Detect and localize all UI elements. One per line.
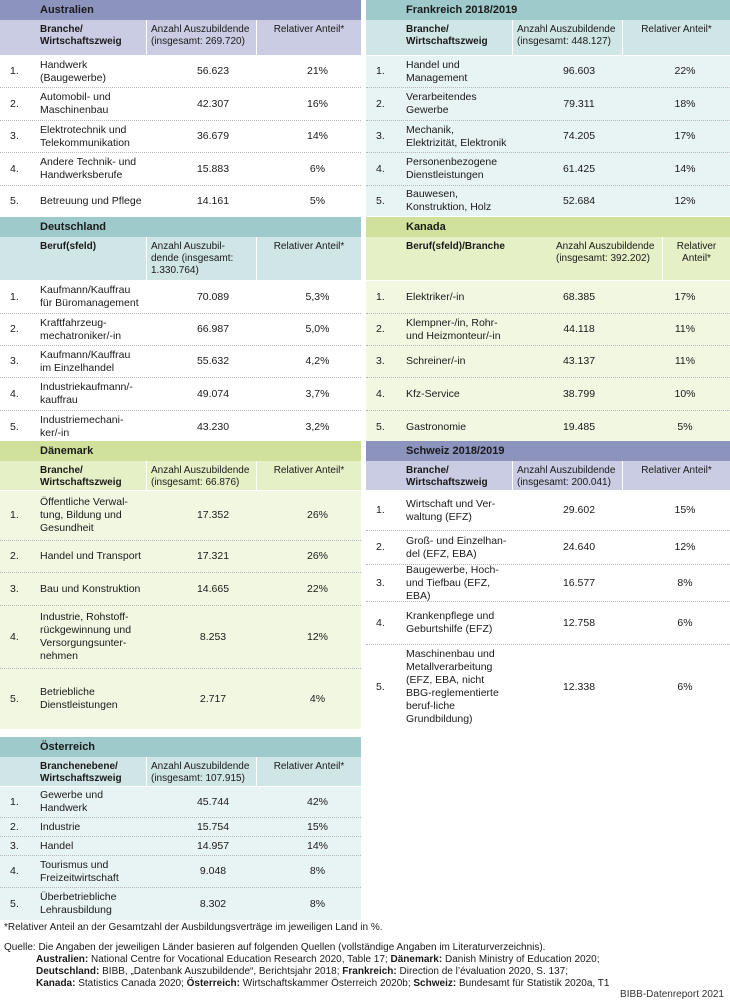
share-cell: 17%: [674, 130, 696, 142]
share-cell: 6%: [677, 616, 693, 629]
table-row: [0, 541, 361, 573]
count-cell: 68.385: [562, 290, 596, 303]
count-cell: 9.048: [199, 865, 227, 877]
label-cell: Kaufmann/Kauffrau für Büromanagement: [40, 284, 139, 309]
table-header: [0, 757, 361, 787]
share-cell: 6%: [309, 162, 326, 175]
header-cell: Anzahl Auszubildende (insgesamt: 200.041): [512, 461, 622, 490]
header-cell: Anzahl Auszubildende (insgesamt: 66.876): [146, 461, 256, 490]
table-row: [0, 378, 361, 411]
rank-cell: 4.: [10, 162, 19, 175]
table-row: [0, 606, 361, 669]
label-cell: Mechanik, Elektrizität, Elektronik: [406, 123, 507, 149]
share-cell: 4%: [309, 692, 326, 705]
share-cell: 10%: [674, 387, 696, 400]
panel-schweiz: [366, 441, 730, 729]
header-cell: Branche/ Wirtschaftszweig: [40, 24, 122, 47]
rank-cell: 1.: [10, 509, 19, 521]
share-cell: 11%: [674, 323, 696, 335]
label-cell: Handel: [40, 839, 74, 852]
panel-title: Frankreich 2018/2019: [366, 0, 730, 20]
share-cell: 11%: [674, 355, 696, 367]
count-cell: 24.640: [562, 541, 596, 553]
rank-cell: 1.: [376, 504, 385, 516]
share-cell: 15%: [306, 820, 328, 833]
count-cell: 14.161: [196, 194, 230, 207]
count-cell: 12.758: [562, 616, 596, 629]
rank-cell: 3.: [376, 576, 385, 589]
table-row: [366, 565, 730, 602]
label-cell: Elektrotechnik und Telekommunikation: [40, 123, 130, 149]
rank-cell: 5.: [10, 692, 19, 705]
count-cell: 17.321: [196, 550, 230, 562]
count-cell: 79.311: [563, 97, 595, 110]
share-cell: 22%: [306, 582, 328, 595]
count-cell: 14.665: [196, 582, 230, 595]
header-cell: Beruf(sfeld): [40, 241, 97, 252]
count-cell: 61.425: [562, 162, 596, 175]
table-row: [0, 837, 361, 856]
share-cell: 3,2%: [305, 420, 330, 433]
share-cell: 14%: [306, 839, 328, 852]
panel-daenemark: [0, 441, 361, 729]
label-cell: Klempner-/in, Rohr- und Heizmonteur/-in: [406, 316, 501, 342]
label-cell: Automobil- und Maschinenbau: [40, 91, 111, 116]
table-row: [366, 186, 730, 216]
source-line: Kanada: Statistics Canada 2020; Österreich: Wirtschaftskammer Österreich 2020b; Schweiz: Bundesamt für Statistik 2020a, T1: [36, 978, 610, 989]
table-row: [366, 88, 730, 121]
panel-title: Australien: [0, 0, 361, 20]
count-cell: 36.679: [196, 130, 230, 142]
share-cell: 42%: [306, 795, 328, 808]
header-cell: Relativer Anteil*: [662, 237, 730, 280]
table-header: [366, 20, 730, 56]
share-cell: 5%: [309, 194, 326, 207]
rank-cell: 5.: [376, 194, 385, 207]
panel-title: Deutschland: [0, 217, 361, 237]
label-cell: Industriekaufmann/-kauffrau: [40, 381, 133, 406]
panel-frankreich: [366, 0, 730, 216]
count-cell: 49.074: [196, 387, 230, 400]
count-cell: 15.754: [196, 820, 230, 833]
table-row: [0, 787, 361, 818]
rank-cell: 3.: [10, 355, 19, 367]
rank-cell: 4.: [376, 162, 385, 175]
rank-cell: 4.: [376, 616, 385, 629]
table-row: [0, 669, 361, 729]
table-row: [366, 314, 730, 346]
header-cell: Anzahl Auszubil-dende (insgesamt: 1.330.764): [146, 237, 256, 280]
rank-cell: 1.: [10, 290, 19, 303]
header-cell: [0, 757, 36, 786]
label-cell: Kfz-Service: [406, 387, 460, 400]
count-cell: 96.603: [562, 65, 596, 77]
panel-title: Dänemark: [0, 441, 361, 461]
footer: [0, 922, 730, 990]
header-cell: [366, 237, 402, 280]
count-cell: 44.118: [563, 323, 595, 335]
table-row: [0, 153, 361, 186]
count-cell: 66.987: [196, 323, 230, 335]
header-cell: Beruf(sfeld)/Branche: [406, 241, 505, 252]
rank-cell: 1.: [10, 795, 19, 808]
share-cell: 4,2%: [305, 355, 330, 367]
table-row: [366, 602, 730, 645]
rank-cell: 4.: [10, 865, 19, 877]
panel-deutschland: [0, 217, 361, 443]
label-cell: Groß- und Einzelhan-del (EFZ, EBA): [406, 534, 507, 560]
rank-cell: 4.: [10, 387, 19, 400]
label-cell: Krankenpflege und Geburtshilfe (EFZ): [406, 610, 495, 635]
rank-cell: 5.: [376, 420, 385, 433]
header-cell: [0, 461, 36, 490]
header-cell: Branche/ Wirtschaftszweig: [406, 24, 488, 47]
rank-cell: 5.: [10, 194, 19, 207]
rank-cell: 2.: [10, 820, 19, 833]
label-cell: Personenbezogene Dienstleistungen: [406, 156, 498, 181]
count-cell: 55.632: [196, 355, 230, 367]
share-cell: 8%: [677, 576, 693, 589]
table-row: [366, 346, 730, 378]
share-cell: 5,3%: [305, 290, 330, 303]
table-header: [366, 461, 730, 491]
share-cell: 15%: [674, 504, 696, 516]
table-row: [0, 314, 361, 346]
share-cell: 18%: [674, 97, 696, 110]
label-cell: Kraftfahrzeug-mechatroniker/-in: [40, 316, 122, 342]
count-cell: 16.577: [562, 576, 596, 589]
share-cell: 3,7%: [305, 387, 330, 400]
table-row: [0, 491, 361, 541]
label-cell: Betriebliche Dienstleistungen: [40, 686, 118, 711]
table-body: [366, 56, 730, 216]
header-cell: Anzahl Auszubildende (insgesamt: 107.915): [146, 757, 256, 786]
table-body: [366, 491, 730, 729]
header-cell: Relativer Anteil*: [256, 757, 361, 786]
rank-cell: 4.: [376, 387, 385, 400]
rank-cell: 2.: [376, 541, 385, 553]
rank-cell: 2.: [10, 323, 19, 335]
label-cell: Verarbeitendes Gewerbe: [406, 91, 477, 116]
share-cell: 12%: [674, 194, 696, 207]
rank-cell: 2.: [376, 97, 385, 110]
header-cell: Relativer Anteil*: [256, 461, 361, 490]
table-row: [0, 411, 361, 443]
rank-cell: 3.: [376, 130, 385, 142]
rank-cell: 5.: [10, 420, 19, 433]
table-header: [366, 237, 730, 281]
table-body: [0, 56, 361, 216]
label-cell: Handwerk (Baugewerbe): [40, 58, 106, 84]
source-intro: Quelle: Die Angaben der jeweiligen Länder basieren auf folgenden Quellen (vollständige Angaben im Literaturverzeichnis).: [4, 942, 546, 953]
share-cell: 26%: [306, 550, 328, 562]
label-cell: Gastronomie: [406, 420, 467, 433]
table-row: [0, 186, 361, 216]
table-row: [0, 346, 361, 378]
table-header: [0, 20, 361, 56]
header-cell: Branchenebene/ Wirtschaftszweig: [40, 761, 122, 784]
count-cell: 8.253: [199, 630, 227, 643]
table-row: [366, 491, 730, 531]
rank-cell: 2.: [10, 550, 19, 562]
header-cell: Relativer Anteil*: [622, 20, 730, 55]
rank-cell: 1.: [10, 65, 19, 77]
share-cell: 6%: [677, 680, 693, 693]
label-cell: Industriemechani-ker/-in: [40, 414, 124, 439]
header-cell: [366, 20, 402, 55]
label-cell: Öffentliche Verwal-tung, Bildung und Gesundheit: [40, 496, 128, 534]
source-line: Australien: National Centre for Vocational Education Research 2020, Table 17; Dänemark: Danish Ministry of Education 2020;: [36, 954, 600, 965]
rank-cell: 2.: [10, 97, 19, 110]
header-cell: Anzahl Auszubildende (insgesamt: 392.202): [556, 241, 655, 264]
share-cell: 22%: [674, 65, 696, 77]
share-cell: 14%: [306, 130, 328, 142]
table-row: [0, 88, 361, 121]
share-cell: 16%: [306, 97, 328, 110]
header-cell: Relativer Anteil*: [622, 461, 730, 490]
rank-cell: 3.: [376, 355, 385, 367]
header-cell: [0, 20, 36, 55]
share-cell: 21%: [306, 65, 328, 77]
source-line: Deutschland: BIBB, „Datenbank Auszubildende“, Berichtsjahr 2018; Frankreich: Direction de l’évaluation 2020, S. 137;: [36, 966, 568, 977]
count-cell: 56.623: [196, 65, 230, 77]
label-cell: Bau und Konstruktion: [40, 582, 141, 595]
share-cell: 14%: [674, 162, 696, 175]
label-cell: Tourismus und Freizeitwirtschaft: [40, 858, 119, 884]
label-cell: Handel und Management: [406, 58, 468, 84]
table-row: [366, 531, 730, 565]
table-row: [366, 121, 730, 153]
header-cell: [0, 237, 36, 280]
panel-title: Schweiz 2018/2019: [366, 441, 730, 461]
label-cell: Gewerbe und Handwerk: [40, 789, 104, 814]
header-cell: Branche/ Wirtschaftszweig: [406, 465, 488, 488]
count-cell: 74.205: [562, 130, 596, 142]
header-cell: Relativer Anteil*: [256, 20, 361, 55]
share-cell: 8%: [309, 865, 326, 877]
count-cell: 29.602: [562, 504, 596, 516]
count-cell: 42.307: [196, 97, 230, 110]
rank-cell: 5.: [376, 680, 385, 693]
table-row: [0, 818, 361, 837]
rank-cell: 1.: [376, 290, 385, 303]
share-cell: 5%: [677, 420, 693, 433]
rank-cell: 3.: [10, 130, 19, 142]
panel-title: Kanada: [366, 217, 730, 237]
share-cell: 5,0%: [305, 323, 330, 335]
panel-title: Österreich: [0, 737, 361, 757]
header-cell: Branche/ Wirtschaftszweig: [40, 465, 122, 488]
label-cell: Industrie, Rohstoff-rückgewinnung und Versorgungsunter-nehmen: [40, 611, 132, 662]
panel-australien: [0, 0, 361, 216]
table-row: [366, 153, 730, 186]
table-header: [0, 237, 361, 281]
table-body: [0, 787, 361, 920]
table-row: [366, 56, 730, 88]
credit: BIBB-Datenreport 2021: [620, 989, 724, 1000]
header-cell: Anzahl Auszubildende (insgesamt: 448.127): [512, 20, 622, 55]
rank-cell: 1.: [376, 65, 385, 77]
panel-oesterreich: [0, 737, 361, 920]
share-cell: 12%: [306, 630, 328, 643]
table-row: [0, 888, 361, 920]
count-cell: 14.957: [196, 839, 230, 852]
label-cell: Betreuung und Pflege: [40, 194, 142, 207]
header-cell: Relativer Anteil*: [256, 237, 361, 280]
count-cell: 2.717: [199, 692, 227, 705]
rank-cell: 3.: [10, 582, 19, 595]
label-cell: Elektriker/-in: [406, 290, 465, 303]
label-cell: Baugewerbe, Hoch- und Tiefbau (EFZ, EBA): [406, 563, 499, 602]
count-cell: 12.338: [562, 680, 596, 693]
label-cell: Wirtschaft und Ver-waltung (EFZ): [406, 497, 496, 523]
header-cell: Anzahl Auszubildende (insgesamt: 269.720): [146, 20, 256, 55]
count-cell: 70.089: [196, 290, 230, 303]
table-row: [366, 411, 730, 443]
count-cell: 19.485: [562, 420, 596, 433]
share-cell: 17%: [674, 290, 696, 303]
rank-cell: 4.: [10, 630, 19, 643]
table-row: [0, 856, 361, 888]
count-cell: 45.744: [196, 795, 230, 808]
header-cell: [366, 461, 402, 490]
label-cell: Bauwesen, Konstruktion, Holz: [406, 188, 492, 213]
label-cell: Überbetriebliche Lehrausbildung: [40, 891, 117, 916]
table-row: [0, 56, 361, 88]
label-cell: Schreiner/-in: [406, 355, 466, 367]
table-body: [366, 281, 730, 443]
label-cell: Maschinenbau und Metallverarbeitung (EFZ, EBA, nicht BBG-reglementierte beruf-liche Grundbildung): [406, 648, 499, 725]
table-row: [366, 281, 730, 314]
label-cell: Kaufmann/Kauffrau im Einzelhandel: [40, 348, 131, 374]
count-cell: 8.302: [199, 897, 227, 910]
count-cell: 17.352: [196, 509, 230, 521]
label-cell: Handel und Transport: [40, 550, 141, 562]
table-row: [0, 281, 361, 314]
label-cell: Andere Technik- und Handwerksberufe: [40, 156, 137, 181]
table-header: [0, 461, 361, 491]
table-row: [0, 121, 361, 153]
share-cell: 8%: [309, 897, 326, 910]
footnote: *Relativer Anteil an der Gesamtzahl der Ausbildungsverträge im jeweiligen Land in %.: [4, 922, 383, 933]
rank-cell: 5.: [10, 897, 19, 910]
rank-cell: 2.: [376, 323, 385, 335]
count-cell: 43.137: [562, 355, 596, 367]
table-row: [366, 378, 730, 411]
share-cell: 12%: [674, 541, 696, 553]
table-body: [0, 281, 361, 443]
count-cell: 38.799: [562, 387, 596, 400]
count-cell: 52.684: [562, 194, 596, 207]
table-row: [366, 645, 730, 729]
label-cell: Industrie: [40, 820, 81, 833]
rank-cell: 3.: [10, 839, 19, 852]
table-row: [0, 573, 361, 606]
count-cell: 43.230: [196, 420, 230, 433]
share-cell: 26%: [306, 509, 328, 521]
panel-kanada: [366, 217, 730, 443]
count-cell: 15.883: [196, 162, 230, 175]
table-body: [0, 491, 361, 729]
